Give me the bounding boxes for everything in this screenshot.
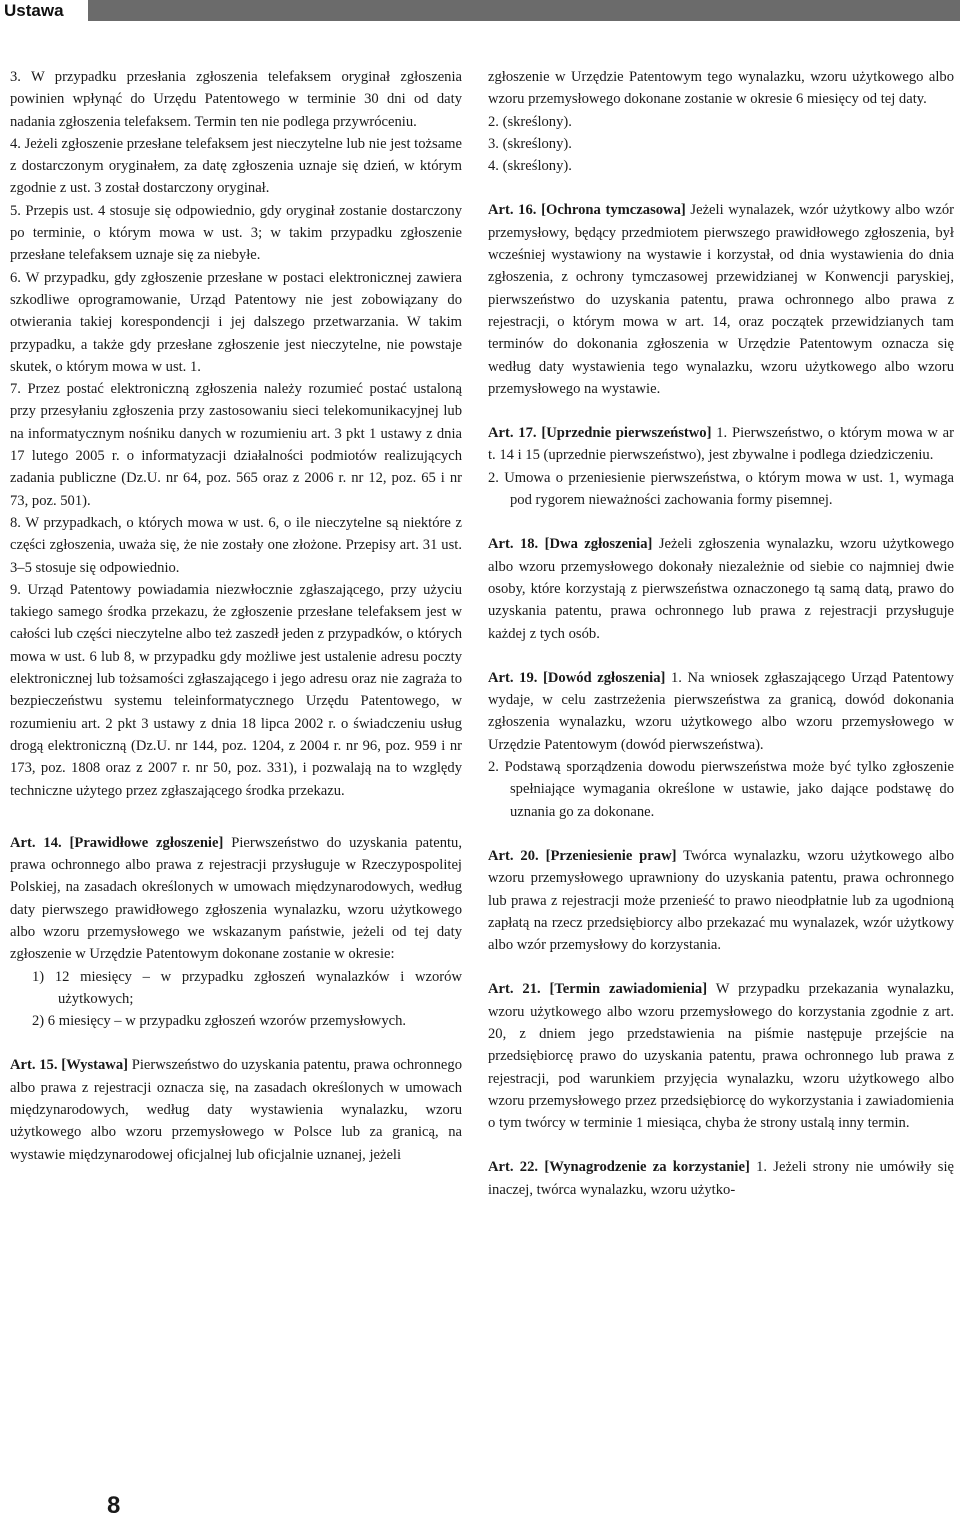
paragraph-7: 7. Przez postać elektroniczną zgłoszenia należy rozumieć postać ustaloną przy przesyłaniu zgłoszenia przy zastosowaniu sieci telekomunikacyjnej lub na informatycznym nośniku danych w rozumieniu art. 3 pkt 1 ustawy z dnia 17 lutego 2005 r. o informatyzacji działalności podmiotów realizujących zadania publiczne (Dz.U. nr 64, poz. 565 oraz z 2006 r. nr 12, poz. 65 i nr 73, poz. 501). xyxy=(10,381,462,509)
article-21 xyxy=(488,978,954,1134)
article-16 xyxy=(488,199,954,400)
article-text: Jeżeli zgłoszenia wynalazku, wzoru użytkowego albo wzoru przemysłowego dokonały niezależnie od siebie co najmniej dwie osoby, które korzystają z pierwszeństwa oznaczonego tą samą datą, prawo do uzyskania patentu, prawa ochronnego lub prawa z rejestracji przysługuje każdej z tych osób. xyxy=(488,536,954,642)
article-20 xyxy=(488,845,954,956)
paragraph-2-struck: 2. (skreślony). xyxy=(488,113,572,130)
continuation-text: zgłoszenie w Urzędzie Patentowym tego wynalazku, wzoru użytkowego albo wzoru przemysłowego dokonane zostanie w okresie 6 miesięcy od tej daty. xyxy=(488,69,954,108)
article-text: Pierwszeństwo do uzyskania patentu, prawa ochronnego albo prawa z rejestracji przysługuje w Rzeczypospolitej Polskiej, na zasadach określonych w umowach międzynarodowych, według daty pierwszego prawidłowego zgłoszenia wynalazku, wzoru użytkowego albo wzoru przemysłowego we wskazanym państwie, jeżeli od tej daty zgłoszenie w Urzędzie Patentowym dokonane zostanie w okresie: xyxy=(10,834,462,963)
article-number: Art. 20. xyxy=(488,847,539,864)
paragraph-4-struck: 4. (skreślony). xyxy=(488,158,572,175)
article-title: [Termin zawiadomienia] xyxy=(549,981,708,998)
article-14 xyxy=(10,832,462,966)
article-17 xyxy=(488,422,954,467)
section-title: Ustawa xyxy=(4,1,64,20)
article-number: Art. 22. xyxy=(488,1159,539,1176)
article-title: [Ochrona tymczasowa] xyxy=(541,202,686,219)
right-column xyxy=(488,66,954,1201)
article-number: Art. 17. xyxy=(488,425,537,442)
paragraph-9: 9. Urząd Patentowy powiadamia niezwłocznie zgłaszającego, przy użyciu takiego samego środka przekazu, że zgłoszenie przesłane telefaksem jest w całości lub części nieczytelne albo też zaszedł jeden z przypadków, o których mowa w ust. 6 lub 8, w przypadku gdy możliwe jest ustalenie adresu poczty elektronicznej lub tożsamości zgłaszającego i jego adresu oraz nie zagraża to bezpieczeństwu systemu teleinformatycznego Urzędu Patentowego, w rozumieniu art. 2 pkt 3 ustawy z dnia 18 lipca 2002 r. o świadczeniu usług drogą elektroniczną (Dz.U. nr 144, poz. 1204, z 2004 r. nr 96, poz. 959 i nr 173, poz. 1808 oraz z 2007 r. nr 50, poz. 331), i pozwalają na to względy techniczne użytego przez zgłaszającego środka przekazu. xyxy=(10,581,462,799)
article-number: Art. 14. xyxy=(10,834,62,851)
article-number: Art. 18. xyxy=(488,536,539,553)
paragraph-8: 8. W przypadkach, o których mowa w ust. 6, o ile nieczytelne są niektóre z części zgłoszenia, uważa się, że nie zostały one złożone. Przepisy art. 31 ust. 3–5 stosuje się odpowiednio. xyxy=(10,514,462,576)
article-text: W przypadku przekazania wynalazku, wzoru użytkowego albo wzoru przemysłowego do korzystania zgodnie z art. 20, z dniem jego przedstawienia na piśmie następuje przejście na przedsiębiorcę prawo do uzyskania patentu, prawa ochronnego lub prawa z rejestracji, pod warunkiem przyjęcia wynalazku, wzoru użytkowego albo wzoru przemysłowego przez przedsiębiorcę do wykorzystania i zawiadomienia o tym twórcy w terminie 1 miesiąca, chyba że strony ustalą inny termin. xyxy=(488,981,955,1132)
article-14-item-2: 2) 6 miesięcy – w przypadku zgłoszeń wzorów przemysłowych. xyxy=(32,1013,407,1030)
paragraph-5: 5. Przepis ust. 4 stosuje się odpowiednio, gdy oryginał zostanie dostarczony po terminie, o którym mowa w ust. 3; w takim przypadku zgłoszenie przesłane telefaksem uznaje się za niebyłe. xyxy=(10,202,462,264)
page-header xyxy=(0,0,960,22)
paragraph-3: 3. W przypadku przesłania zgłoszenia telefaksem oryginał zgłoszenia powinien wpłynąć do Urzędu Patentowego w terminie 30 dni od daty nadania zgłoszenia telefaksem. Termin ten nie podlega przywróceniu. xyxy=(10,69,462,130)
article-title: [Przeniesienie praw] xyxy=(545,847,677,864)
article-15 xyxy=(10,1054,462,1165)
article-title: [Uprzednie pierwszeństwo] xyxy=(541,425,712,442)
article-text: 1. Jeżeli strony nie umówiły się inaczej, twórca wynalazku, wzoru użytko- xyxy=(488,1159,955,1198)
paragraph-4: 4. Jeżeli zgłoszenie przesłane telefaksem jest nieczytelne lub nie jest tożsame z dostarczonym oryginałem, za datę zgłoszenia uznaje się dzień, w którym zgodnie z ust. 3 został dostarczony oryginał. xyxy=(10,135,462,197)
article-number: Art. 16. xyxy=(488,202,537,219)
paragraph-6: 6. W przypadku, gdy zgłoszenie przesłane w postaci elektronicznej zawiera szkodliwe oprogramowanie, Urząd Patentowy nie jest zobowiązany do otwierania takiej korespondencji i jej dalszego przetwarzania. W takim przypadku, a także gdy przesłane zgłoszenie jest nieczytelne, nie powstaje skutek, o którym mowa w ust. 1. xyxy=(10,269,462,375)
article-title: [Prawidłowe zgłoszenie] xyxy=(69,834,224,851)
article-18 xyxy=(488,533,954,644)
article-number: Art. 21. xyxy=(488,981,541,998)
article-text: Twórca wynalazku, wzoru użytkowego albo wzoru przemysłowego uprawniony do uzyskania patentu, prawa ochronnego lub prawa z rejestracji może przenieść to prawo nieodpłatnie lub za ugodnioną zapłatą na rzecz przedsiębiorcy albo przekazać mu wynalazek, wzór użytkowy albo wzór przemysłowy do korzystania. xyxy=(488,847,955,954)
article-title: [Wynagrodzenie za korzystanie] xyxy=(544,1159,750,1176)
paragraph-3-struck: 3. (skreślony). xyxy=(488,135,572,152)
article-title: [Dowód zgłoszenia] xyxy=(543,669,666,686)
header-bar xyxy=(88,0,960,21)
page-number: 8 xyxy=(107,1492,121,1519)
article-text: Pierwszeństwo do uzyskania patentu, prawa ochronnego albo prawa z rejestracji oznacza się, na zasadach określonych w umowach międzynarodowych, według daty wystawienia wynalazku, wzoru użytkowego albo wzoru przemysłowego w Polsce lub za granicą, na wystawie międzynarodowej oficjalnej lub oficjalnie uznanej, jeżeli xyxy=(10,1057,462,1163)
article-title: [Wystawa] xyxy=(61,1057,128,1074)
article-19 xyxy=(488,667,954,756)
article-number: Art. 15. xyxy=(10,1057,58,1074)
article-14-item-1: 1) 12 miesięcy – w przypadku zgłoszeń wynalazków i wzorów użytkowych; xyxy=(32,968,462,1007)
article-title: [Dwa zgłoszenia] xyxy=(544,536,653,553)
article-22 xyxy=(488,1156,954,1201)
article-19-item-2: 2. Podstawą sporządzenia dowodu pierwszeństwa może być tylko zgłoszenie spełniające wymagania określone w ustawie, jako dające podstawę do uznania go za dokonane. xyxy=(488,759,954,820)
left-column xyxy=(10,66,462,1166)
article-text: Jeżeli wynalazek, wzór użytkowy albo wzór przemysłowy, będący przedmiotem pierwszego prawidłowego zgłoszenia, był wcześniej wystawiony na wystawie i korzystał, od dnia wystawienia do dnia zgłoszenia, z ochrony tymczasowej przewidzianej w Konwencji paryskiej, pierwszeństwo do uzyskania patentu, prawa ochronnego albo prawa z rejestracji, o którym mowa w art. 14, oraz początek przewidzianych tam terminów do dokonania zgłoszenia w Urzędzie Patentowym oznacza się według daty wystawienia tego wynalazku, wzoru użytkowego albo wzoru przemysłowego na wystawie. xyxy=(488,202,955,397)
article-text: 1. Pierwszeństwo, o którym mowa w ar t. 14 i 15 (uprzednie pierwszeństwo), jest zbywalne i podlega dziedziczeniu. xyxy=(488,425,954,464)
article-text: 1. Na wniosek zgłaszającego Urząd Patentowy wydaje, w celu zastrzeżenia pierwszeństwa za granicą, dowód dokonania zgłoszenia wynalazku, wzoru użytkowego albo wzoru przemysłowego w Urzędzie Patentowym (dowód pierwszeństwa). xyxy=(488,669,954,753)
article-number: Art. 19. xyxy=(488,669,538,686)
article-17-item-2: 2. Umowa o przeniesienie pierwszeństwa, o którym mowa w ust. 1, wymaga pod rygorem nieważności zachowania formy pisemnej. xyxy=(488,469,954,509)
